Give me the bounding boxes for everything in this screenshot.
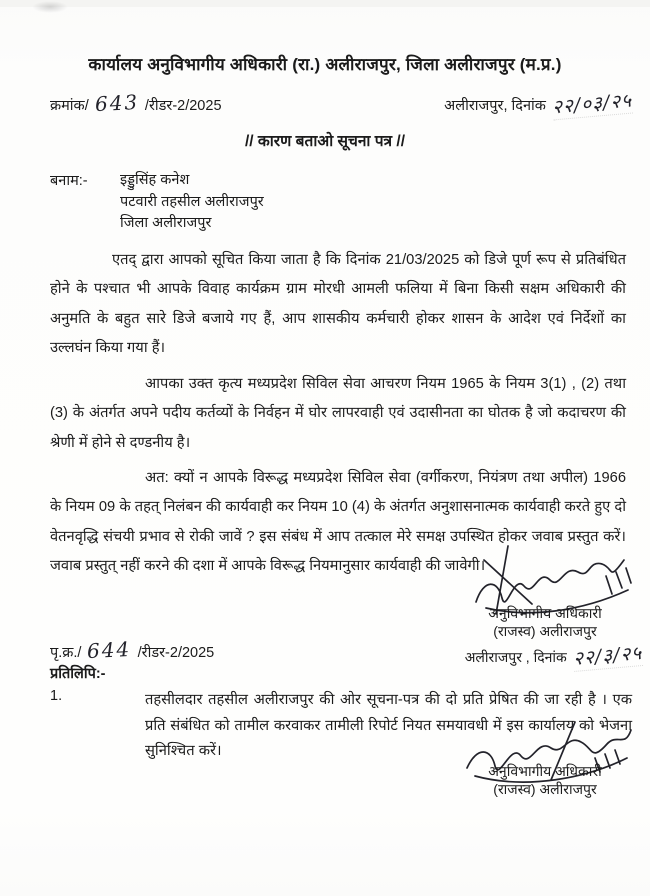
- place-date-label: अलीराजपुर, दिनांक: [444, 98, 546, 114]
- addressee-designation: पटवारी तहसील अलीराजपुर: [120, 193, 264, 210]
- endorsement-reference: [50, 638, 214, 662]
- office-title: कार्यालय अनुविभागीय अधिकारी (रा.) अलीराजपुर, जिला अलीराजपुर (म.प्र.): [88, 55, 562, 74]
- body-paragraph-3: अत: क्यों न आपके विरूद्ध मध्यप्रदेश सिविल सेवा (वर्गीकरण, नियंत्रण तथा अपील) 1966 के नियम 09 के तहत् निलंबन की कार्यवाही कर नियम 10 (4) के अंतर्गत अनुशासनात्मक कार्यवाही करते हुए दो वेतनवृद्धि संचयी प्रभाव से रोकी जावें ? इस संबंध में आप तत्काल मेरे समक्ष उपस्थित होकर जवाब प्रस्तुत करें। जवाब प्रस्तुत् नहीं करने की दशा में आपके विरूद्ध नियमानुसार कार्यवाही की जावेगी।: [50, 470, 626, 575]
- scan-smudge: [32, 1, 68, 13]
- body-paragraph-1: एतद् द्वारा आपको सूचित किया जाता है कि दिनांक 21/03/2025 को डिजे पूर्ण रूप से प्रतिबंधित होने के पश्चात भी आपके विवाह कार्यक्रम ग्राम मोरधी आमली फलिया में बिना किसी सक्षम अधिकारी की अनुमति के बहुत सारे डिजे बजाये गए हैं, आप शासकीय कर्मचारी होकर शासन के आदेश एवं निर्देशों का उल्लघंन किया गया हैं।: [50, 252, 626, 357]
- place-date: [444, 90, 632, 117]
- signature-date-handwritten: २२/३/२५: [572, 639, 643, 672]
- reference-row: [50, 90, 632, 117]
- body-paragraph-2: आपका उक्त कृत्य मध्यप्रदेश सिविल सेवा आचरण नियम 1965 के नियम 3(1) , (2) तथा (3) के अंतर्गत अपने पदीय कर्तव्यों के निर्वहन में घोर लापरवाही एवं उदासीनता का घोतक है जो कदाचरण की श्रेणी में होने से दण्डनीय है।: [50, 376, 626, 451]
- endorsement-ref-prefix: पृ.क्र./: [50, 645, 82, 661]
- addressee-district: जिला अलीराजपुर: [120, 215, 212, 231]
- endorsement-ref-number-handwritten: 644: [86, 636, 133, 664]
- addressee-block: [120, 170, 264, 235]
- ref-suffix: /रीडर-2/2025: [144, 98, 222, 114]
- signatory-block-2: [445, 762, 645, 798]
- signature-place-date-label: अलीराजपुर , दिनांक: [464, 649, 567, 665]
- signatory-block-1: [450, 604, 640, 640]
- addressee-name: इड्डुसिंह कनेश: [120, 172, 190, 188]
- signatory-office: (राजस्व) अलीराजपुर: [493, 623, 597, 639]
- endorsement-ref-suffix: /रीडर-2/2025: [137, 645, 215, 661]
- signatory-designation: अनुविभागीय अधिकारी: [488, 605, 602, 621]
- copy-item-number: 1.: [50, 688, 63, 704]
- ref-prefix: क्रमांक/: [50, 98, 89, 114]
- signatory-office: (राजस्व) अलीराजपुर: [493, 781, 597, 797]
- date-handwritten: २२/०३/२५: [551, 87, 633, 121]
- ref-number-handwritten: 643: [94, 89, 140, 117]
- signature-place-date: [380, 642, 642, 669]
- copy-to-label: प्रतिलिपि:-: [50, 666, 106, 682]
- reference-number: [50, 91, 222, 115]
- document-title: // कारण बताओ सूचना पत्र //: [244, 133, 406, 150]
- copy-item-text: तहसीलदार तहसील अलीराजपुर की ओर सूचना-पत्र की दो प्रति प्रेषित की जा रही है । एक प्रति संबंधित को तामील करवाकर तामीली रिपोर्ट नियत समयावधी में इस कार्यालय को भेजना सुनिश्चित करें।: [145, 692, 633, 760]
- signatory-designation: अनुविभागीय अधिकारी: [488, 763, 602, 779]
- addressee-label: बनाम:-: [50, 173, 88, 189]
- scan-edge-shadow: [0, 0, 650, 7]
